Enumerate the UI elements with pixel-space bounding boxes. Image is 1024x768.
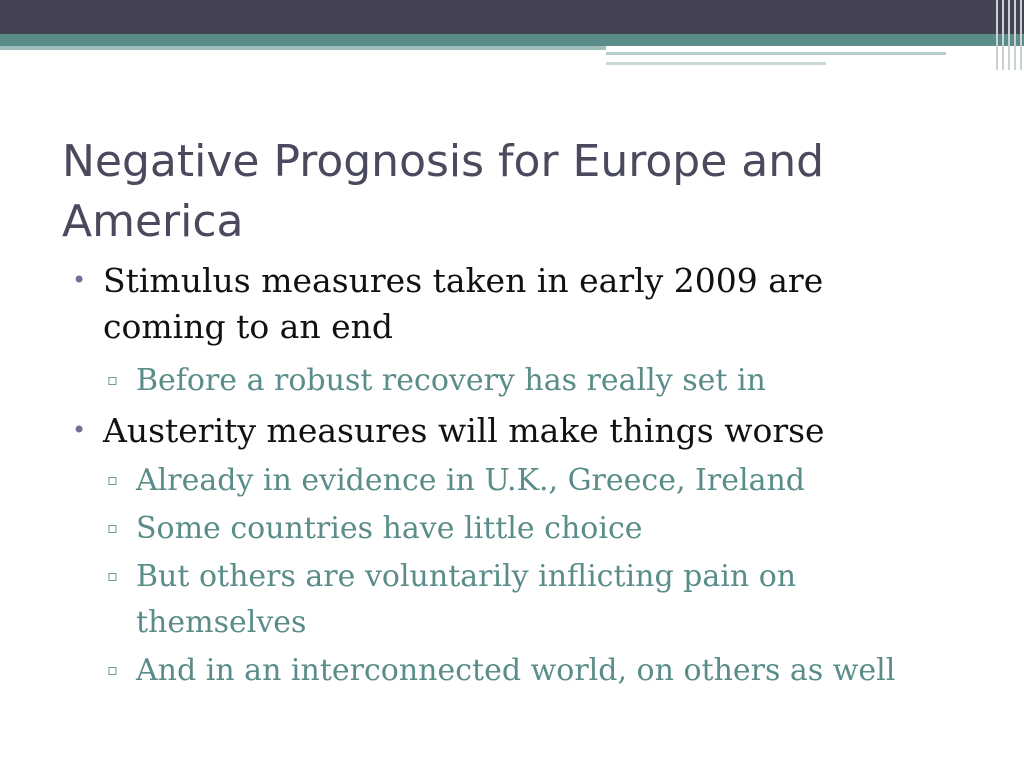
bullet-icon: • [72,416,87,444]
sub-bullet-item: And in an interconnected world, on others as well [136,653,896,688]
header-dark-band [0,0,1024,34]
slide-title: Negative Prognosis for Europe and America [62,136,825,247]
sub-bullet-icon: ▫ [107,660,118,679]
bullet-item: Austerity measures will make things worse [103,411,825,450]
sub-bullet-item: But others are voluntarily inflicting pain on themselves [136,559,797,640]
bullet-item: Stimulus measures taken in early 2009 are coming to an end [103,261,824,346]
sub-bullet-icon: ▫ [107,518,118,537]
header-accent-line [0,46,606,50]
sub-bullet-item: Already in evidence in U.K., Greece, Ireland [136,463,805,498]
sub-bullet-item: Some countries have little choice [136,511,643,546]
sub-bullet-item: Before a robust recovery has really set in [136,363,766,398]
header-stripes [992,0,1024,70]
sub-bullet-icon: ▫ [107,370,118,389]
header-accent-line [606,52,946,55]
bullet-icon: • [72,266,87,294]
sub-bullet-icon: ▫ [107,470,118,489]
header-accent-line [606,62,826,65]
header-teal-band [0,34,1024,46]
sub-bullet-icon: ▫ [107,566,118,585]
